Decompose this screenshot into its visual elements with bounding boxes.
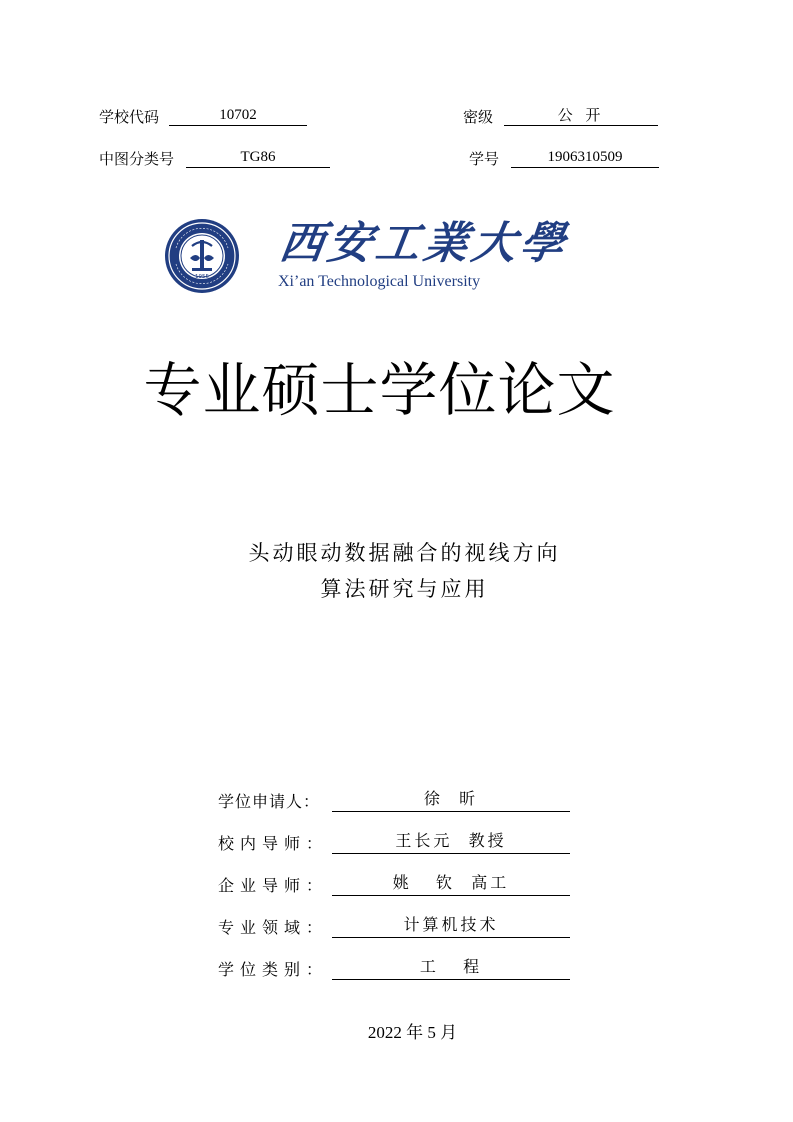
- field-value: 计算机技术: [332, 912, 570, 938]
- clc-label: 中图分类号: [99, 150, 175, 168]
- field-label: 专业领域：: [218, 918, 329, 937]
- enterprise-advisor-value: 姚 钦 高工: [332, 870, 570, 896]
- inner-advisor-row: [218, 812, 570, 854]
- field-row: [218, 896, 570, 938]
- degree-type-row: [218, 938, 570, 980]
- seal-year: 1955: [195, 274, 209, 280]
- thesis-title: [8, 535, 793, 607]
- submission-date: 2022 年 5 月: [367, 1023, 458, 1042]
- inner-advisor-value: 王长元 教授: [332, 828, 570, 854]
- secrecy-label: 密级: [463, 108, 494, 126]
- student-id-row: [469, 148, 659, 168]
- clc-value: TG86: [186, 148, 330, 168]
- school-code-value: 10702: [169, 106, 307, 126]
- enterprise-advisor-label: 企业导师：: [218, 876, 329, 895]
- secrecy-value: 公 开: [504, 106, 658, 126]
- degree-type-label: 学位类别：: [218, 960, 329, 979]
- school-code-label: 学校代码: [99, 108, 160, 126]
- document-type-title: 专业硕士学位论文: [143, 356, 616, 424]
- applicant-value: 徐 昕: [332, 786, 570, 812]
- university-name-cn: 西安工業大學: [276, 218, 572, 269]
- inner-advisor-label: 校内导师：: [218, 834, 329, 853]
- thesis-title-line2: 算法研究与应用: [320, 577, 489, 601]
- university-seal-icon: [164, 218, 240, 294]
- enterprise-advisor-row: [218, 854, 570, 896]
- university-logo: [164, 218, 572, 298]
- applicant-label: 学位申请人：: [218, 792, 321, 811]
- student-id-label: 学号: [469, 150, 500, 168]
- school-code-row: [99, 106, 307, 126]
- student-id-value: 1906310509: [511, 148, 659, 168]
- thesis-info: [218, 770, 570, 980]
- applicant-row: [218, 770, 570, 812]
- university-name-en: Xi’an Technological University: [278, 273, 481, 290]
- secrecy-row: [463, 106, 658, 126]
- clc-row: [99, 148, 330, 168]
- degree-type-value: 工 程: [332, 954, 570, 980]
- thesis-title-line1: 头动眼动数据融合的视线方向: [248, 541, 561, 565]
